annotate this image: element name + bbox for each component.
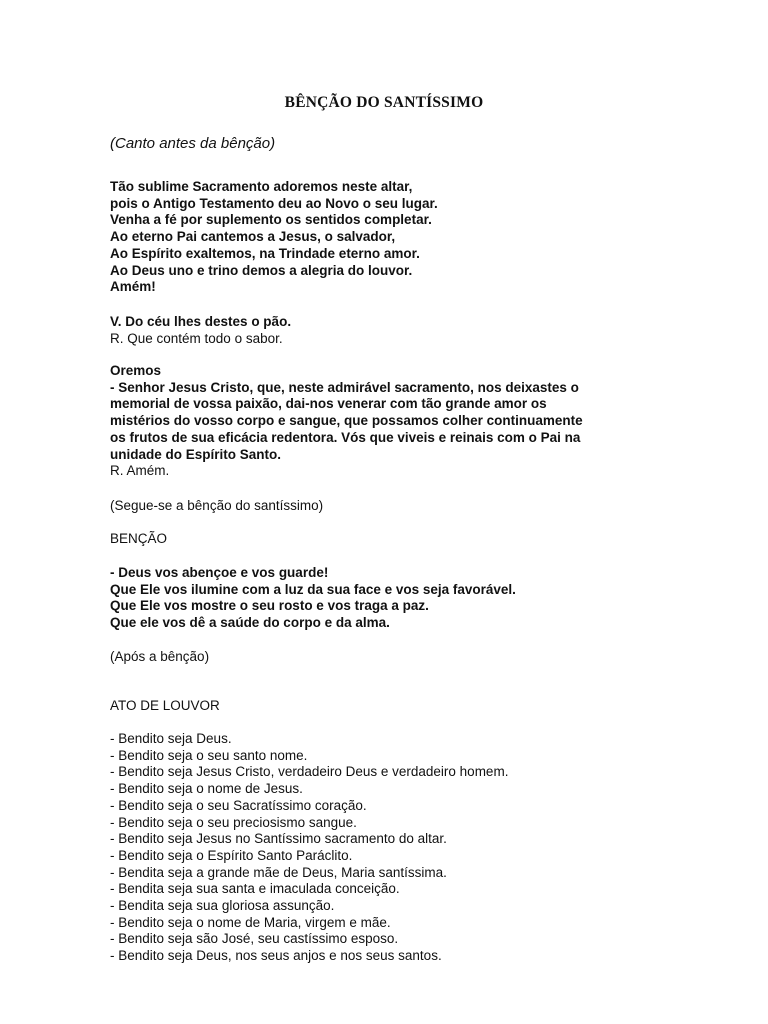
versicle-v: V. Do céu lhes destes o pão. (110, 314, 292, 329)
hymn-line: Tão sublime Sacramento adoremos neste altar, (110, 179, 413, 194)
praise-line: - Bendito seja o nome de Maria, virgem e mãe. (110, 914, 391, 930)
prayer-block (110, 363, 670, 480)
hymn-line: Ao Deus uno e trino demos a alegria do louvor. (110, 262, 413, 278)
praise-line: - Bendito seja o seu santo nome. (110, 747, 308, 763)
blessing-heading: BENÇÃO (110, 531, 168, 546)
praise-line: - Bendita seja sua gloriosa assunção. (110, 898, 335, 914)
blessing-line: Que ele vos dê a saúde do corpo e da alma. (110, 615, 390, 631)
praise-line: - Bendito seja o seu preciosismo sangue. (110, 814, 357, 830)
note-blessing: (Segue-se a bênção do santíssimo) (110, 498, 324, 513)
prayer-line: unidade do Espírito Santo. (110, 446, 282, 462)
praise-line: - Bendita seja sua santa e imaculada conceição. (110, 881, 400, 897)
prayer-heading: Oremos (110, 363, 162, 378)
note-after: (Após a bênção) (110, 649, 210, 664)
hymn-block (110, 179, 670, 296)
praise-line: - Bendito seja Deus, nos seus anjos e nos seus santos. (110, 948, 442, 964)
blessing-block (110, 565, 670, 632)
subtitle: (Canto antes da bênção) (110, 135, 276, 152)
praise-line: - Bendito seja o Espírito Santo Paráclito. (110, 847, 353, 863)
praise-line: - Bendito seja o seu Sacratíssimo coração. (110, 797, 367, 813)
praise-line: - Bendito seja são José, seu castíssimo esposo. (110, 931, 399, 947)
praise-block (110, 731, 670, 965)
prayer-line: os frutos de sua eficácia redentora. Vós que viveis e reinais com o Pai na (110, 429, 581, 445)
prayer-line: - Senhor Jesus Cristo, que, neste admirável sacramento, nos deixastes o (110, 379, 579, 395)
blessing-line: Que Ele vos mostre o seu rosto e vos traga a paz. (110, 598, 429, 614)
versicle-r: R. Que contém todo o sabor. (110, 330, 283, 346)
praise-heading: ATO DE LOUVOR (110, 698, 220, 713)
hymn-line: Ao eterno Pai cantemos a Jesus, o salvador, (110, 229, 396, 245)
praise-line: - Bendita seja a grande mãe de Deus, Maria santíssima. (110, 864, 447, 880)
praise-line: - Bendito seja Jesus no Santíssimo sacramento do altar. (110, 831, 447, 847)
prayer-response: R. Amém. (110, 463, 170, 479)
page-title: BÊNÇÃO DO SANTÍSSIMO (284, 94, 484, 111)
hymn-line: Venha a fé por suplemento os sentidos completar. (110, 212, 432, 228)
versicle-block (110, 314, 670, 347)
prayer-line: memorial de vossa paixão, dai-nos venerar com tão grande amor os (110, 396, 547, 412)
blessing-line: Que Ele vos ilumine com a luz da sua face e vos seja favorável. (110, 581, 516, 597)
prayer-line: mistérios do vosso corpo e sangue, que possamos colher continuamente (110, 413, 583, 429)
hymn-line: pois o Antigo Testamento deu ao Novo o seu lugar. (110, 195, 438, 211)
blessing-line: - Deus vos abençoe e vos guarde! (110, 565, 329, 580)
praise-line: - Bendito seja Deus. (110, 731, 232, 746)
praise-line: - Bendito seja o nome de Jesus. (110, 781, 303, 797)
hymn-line: Ao Espírito exaltemos, na Trindade eterno amor. (110, 245, 420, 261)
praise-line: - Bendito seja Jesus Cristo, verdadeiro Deus e verdadeiro homem. (110, 764, 509, 780)
hymn-line: Amém! (110, 279, 156, 295)
